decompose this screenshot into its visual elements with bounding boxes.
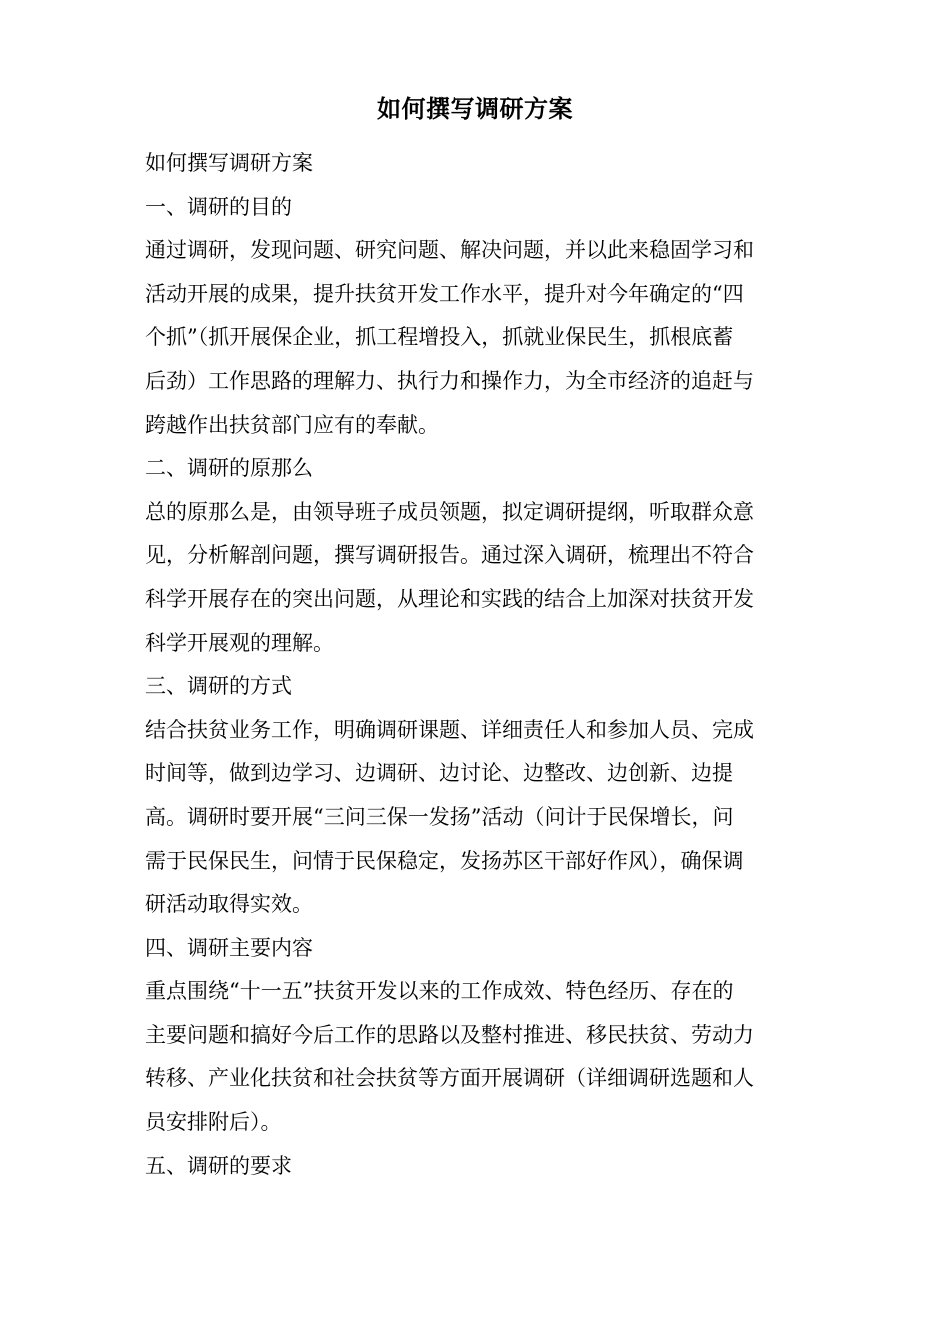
text-line: 一、调研的目的 (145, 194, 292, 219)
text-line: 高。调研时要开展“三问三保一发扬”活动（问计于民保增长，问 (145, 804, 734, 829)
text-line: 时间等，做到边学习、边调研、边讨论、边整改、边创新、边提 (145, 761, 733, 786)
text-line: 如何撰写调研方案 (145, 151, 313, 175)
text-line: 转移、产业化扶贫和社会扶贫等方面开展调研（详细调研选题和人 (145, 1066, 754, 1091)
text-line: 重点围绕“十一五”扶贫开发以来的工作成效、特色经历、存在的 (145, 979, 734, 1004)
text-line: 三、调研的方式 (145, 674, 292, 699)
text-line: 研活动取得实效。 (145, 892, 313, 917)
text-line: 总的原那么是，由领导班子成员领题，拟定调研提纲，听取群众意 (145, 499, 754, 524)
text-line: 跨越作出扶贫部门应有的奉献。 (145, 412, 439, 437)
document-title: 如何撰写调研方案 (377, 94, 573, 123)
document-body (145, 142, 797, 1188)
text-line: 结合扶贫业务工作，明确调研课题、详细责任人和参加人员、完成 (145, 717, 754, 742)
text-line: 需于民保民生，问情于民保稳定，发扬苏区干部好作风），确保调 (145, 848, 744, 873)
text-line: 个抓”（抓开展保企业，抓工程增投入，抓就业保民生，抓根底蓄 (145, 325, 734, 350)
text-line: 五、调研的要求 (145, 1153, 292, 1178)
text-line: 二、调研的原那么 (145, 456, 313, 481)
text-line: 活动开展的成果，提升扶贫开发工作水平，提升对今年确定的“四 (145, 281, 744, 306)
text-line: 后劲）工作思路的理解力、执行力和操作力，为全市经济的追赶与 (145, 368, 754, 393)
text-line: 主要问题和搞好今后工作的思路以及整村推进、移民扶贫、劳动力 (145, 1022, 754, 1047)
text-line: 科学开展观的理解。 (145, 630, 334, 655)
text-line: 科学开展存在的突出问题，从理论和实践的结合上加深对扶贫开发 (145, 586, 754, 611)
text-line: 四、调研主要内容 (145, 935, 313, 960)
text-line: 通过调研，发现问题、研究问题、解决问题，并以此来稳固学习和 (145, 238, 754, 263)
text-line: 员安排附后）。 (145, 1110, 282, 1135)
text-line: 见，分析解剖问题，撰写调研报告。通过深入调研，梳理出不符合 (145, 543, 754, 568)
